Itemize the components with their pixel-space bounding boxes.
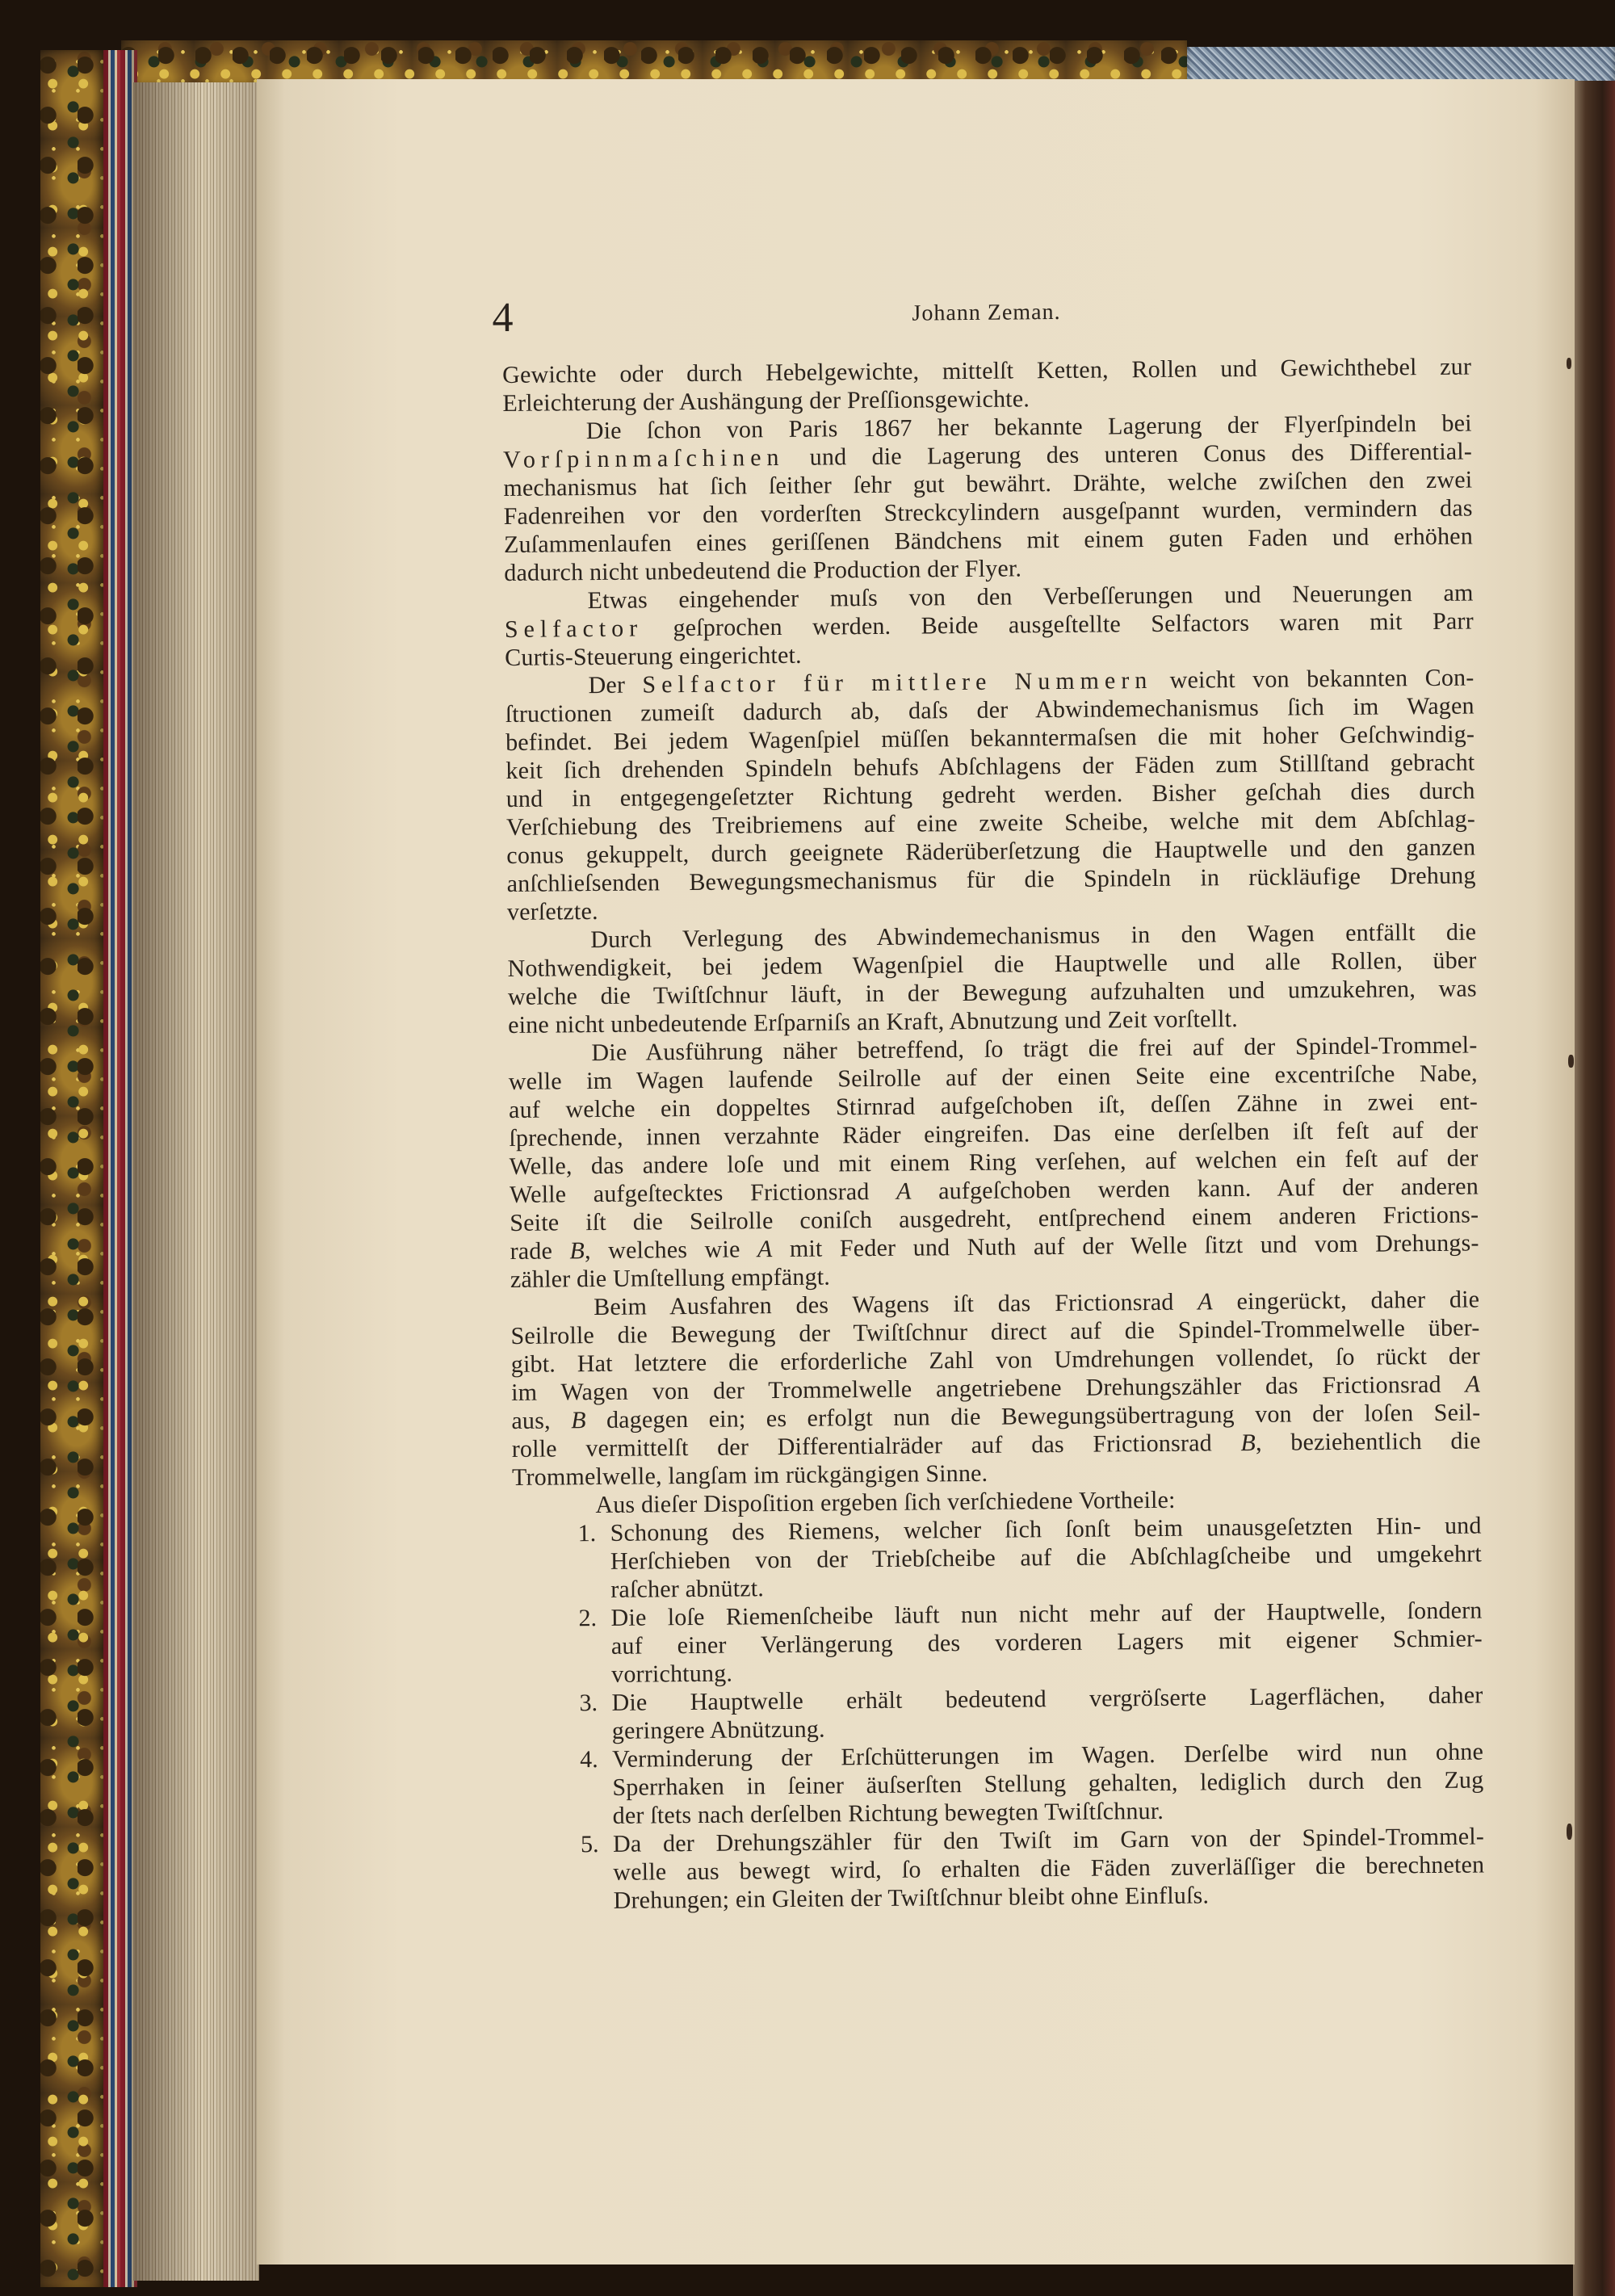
- text-line: zähler die Umſtellung empfängt.: [510, 1263, 831, 1293]
- text-run: , beziehentlich die: [1255, 1427, 1481, 1456]
- text-line: ſprechende, innen verzahnte Räder eingreifen. Das eine derſelben iſt feſt auf der: [509, 1116, 1479, 1152]
- text-line: Herſchieben von der Triebſcheibe auf die Abſchlagſcheibe und umgekehrt: [610, 1540, 1483, 1575]
- text-line: Die Ausführung näher betreffend, ſo trägt die frei auf der Spindel-Trommel-: [591, 1031, 1478, 1067]
- spaced-emphasis: Selfactor: [504, 615, 644, 643]
- list-item-text: [610, 1511, 1483, 1603]
- text-line: anſchlieſsenden Bewegungsmechanismus für die Spindeln in rückläufige Drehung: [506, 862, 1476, 897]
- paragraph: [502, 353, 1472, 418]
- list-item: [515, 1822, 1485, 1915]
- text-line: Seite iſt die Seilrolle coniſch ausgedreht, entſprechend einem anderen Frictions-: [510, 1201, 1479, 1236]
- italic-symbol: B: [1240, 1429, 1256, 1457]
- text-line: Verſchiebung des Treibriemens auf eine zweite Scheibe, welche mit dem Abſchlag-: [505, 805, 1476, 841]
- text-line: Verminderung der Erſchütterungen im Wagen. Derſelbe wird nun ohne: [611, 1738, 1484, 1773]
- list-item-text: [610, 1596, 1483, 1688]
- paragraph: [507, 918, 1477, 1039]
- page-number: 4: [492, 294, 514, 342]
- text-line: Die loſe Riemenſcheibe läuft nun nicht mehr auf der Hauptwelle, ſondern: [610, 1597, 1483, 1631]
- list-item-text: [613, 1822, 1485, 1914]
- spaced-emphasis: Selfactor für mittlere Nummern: [642, 666, 1153, 699]
- text-line: Trommelwelle, langſam im rückgängigen Sinne.: [511, 1459, 988, 1491]
- text-line: Zuſammenlaufen eines geriſſenen Bändchens mit einem guten Faden und erhöhen: [503, 523, 1474, 558]
- text-line: welche die Twiſtſchnur läuft, in der Bewegung aufzuhalten und umzukehren, was: [507, 975, 1477, 1010]
- page-content: [254, 69, 1592, 2266]
- text-run: aus,: [511, 1407, 572, 1434]
- italic-symbol: A: [1465, 1370, 1481, 1398]
- text-line: welle im Wagen laufende Seilrolle auf der einen Seite eine excentriſche Nabe,: [508, 1060, 1478, 1095]
- text-line: mechanismus hat ſich ſeither ſehr gut bewährt. Drähte, welche zwiſchen den zwei: [503, 466, 1473, 502]
- text-line: dadurch nicht unbedeutend die Production der Flyer.: [504, 555, 1022, 586]
- list-item: [514, 1681, 1483, 1745]
- list-number: 5.: [580, 1831, 599, 1858]
- text-line: Seilrolle die Bewegung der Twiſtſchnur direct auf die Spindel-Trommelwelle über-: [510, 1314, 1480, 1349]
- text-line: verſetzte.: [506, 897, 598, 926]
- spaced-emphasis: Vorſpinnmaſchinen: [502, 443, 785, 473]
- paragraph: [508, 1030, 1479, 1293]
- text-run: rolle vermittelſt der Differentialräder auf das Frictionsrad: [511, 1429, 1241, 1463]
- text-line: Sperrhaken in ſeiner äuſserſten Stellung gehalten, lediglich durch den Zug: [612, 1766, 1484, 1801]
- text-line: Etwas eingehender muſs von den Verbeſſerungen und Neuerungen am: [587, 579, 1474, 615]
- list-number: 2.: [578, 1605, 598, 1632]
- italic-symbol: A: [757, 1236, 773, 1263]
- text-run: weicht von bekannten Con-: [1152, 664, 1474, 694]
- book-page: [257, 79, 1575, 2265]
- page-stack-edges: [133, 82, 259, 2281]
- paragraph: [505, 664, 1476, 926]
- marbled-cover-edge-stripes: [103, 50, 137, 2287]
- text-line: raſcher abnützt.: [610, 1575, 765, 1603]
- text-line: und in entgegengeſetzter Richtung gedreht werden. Bisher geſchah dies durch: [505, 777, 1475, 812]
- text-line: keit ſich drehenden Spindeln behufs Abſchlagens der Fäden zum Stillſtand gebracht: [505, 749, 1475, 784]
- text-line: Nothwendigkeit, bei jedem Wagenſpiel die Hauptwelle und alle Rollen, über: [507, 947, 1477, 982]
- text-line: auf einer Verlängerung des vorderen Lagers mit eigener Schmier-: [610, 1625, 1483, 1660]
- text-line: Drehungen; ein Gleiten der Twiſtſchnur bleibt ohne Einfluſs.: [613, 1882, 1210, 1914]
- text-line: Da der Drehungszähler für den Twiſt im Garn von der Spindel-Trommel-: [612, 1823, 1485, 1857]
- marbled-cover-board: [40, 50, 105, 2287]
- text-run: eingerückt, daher die: [1212, 1286, 1480, 1316]
- text-run: geſprochen werden. Beide ausgeſtellte Selfactors waren mit Parr: [643, 607, 1474, 642]
- text-run: im Wagen von der Trommelwelle angetriebene Drehungszähler das Frictionsrad: [511, 1370, 1466, 1406]
- list-number: 1.: [577, 1520, 597, 1547]
- text-line: welle aus bewegt wird, ſo erhalten die Fäden zuverläſſiger die berechneten: [613, 1851, 1485, 1886]
- text-line: auf welche ein doppeltes Stirnrad aufgeſchoben iſt, deſſen Zähne in zwei ent-: [508, 1088, 1479, 1123]
- text-line: gibt. Hat letztere die erforderliche Zahl von Umdrehungen vollendet, ſo rückt der: [510, 1342, 1480, 1378]
- paragraph: [504, 579, 1474, 672]
- text-line: der ſtets nach derſelben Richtung bewegten Twiſtſchnur.: [612, 1797, 1164, 1829]
- text-line: Fadenreihen vor den vorderſten Streckcylindern ausgeſpannt wurden, vermindern das: [503, 494, 1473, 530]
- text-run: aufgeſchoben werden kann. Auf der anderen: [911, 1173, 1479, 1205]
- italic-symbol: A: [1198, 1288, 1213, 1316]
- list-item: [513, 1511, 1483, 1604]
- text-line: Curtis-Steuerung eingerichtet.: [505, 641, 802, 671]
- numbered-list: [513, 1511, 1485, 1915]
- italic-symbol: A: [896, 1177, 912, 1205]
- text-run: und die Lagerung des unteren Conus des Differential-: [784, 438, 1473, 471]
- list-item: [513, 1596, 1483, 1689]
- paragraph: [510, 1285, 1481, 1491]
- text-line: Durch Verlegung des Abwindemechanismus in den Wagen entfällt die: [590, 918, 1477, 954]
- text-line: Die Hauptwelle erhält bedeutend vergröſserte Lagerflächen, daher: [611, 1681, 1483, 1716]
- text-run: Beim Ausfahren des Wagens iſt das Frictionsrad: [594, 1288, 1198, 1321]
- italic-symbol: B: [569, 1237, 585, 1265]
- list-item-text: [611, 1681, 1483, 1744]
- text-run: mit Feder und Nuth auf der Welle ſitzt und vom Drehungs-: [772, 1229, 1479, 1263]
- text-line: Welle, das andere loſe und mit einem Ring verſehen, auf welchen ein feſt auf der: [509, 1144, 1479, 1180]
- text-line: Schonung des Riemens, welcher ſich ſonſt beim unausgeſetzten Hin- und: [610, 1512, 1482, 1547]
- text-line: eine nicht unbedeutende Erſparniſs an Kraft, Abnutzung und Zeit vorſtellt.: [508, 1005, 1239, 1039]
- text-line: vorrichtung.: [611, 1660, 733, 1688]
- text-run: Der: [588, 671, 643, 699]
- paragraph: [503, 409, 1474, 587]
- text-run: Welle aufgeſtecktes Frictionsrad: [509, 1177, 897, 1208]
- text-line: Die ſchon von Paris 1867 her bekannte Lagerung der Flyerſpindeln bei: [585, 409, 1472, 445]
- list-item: [514, 1737, 1484, 1830]
- italic-symbol: B: [570, 1407, 586, 1434]
- text-line: Gewichte oder durch Hebelgewichte, mittelſt Ketten, Rollen und Gewichthebel zur: [502, 353, 1472, 388]
- text-line: conus gekuppelt, durch geeignete Räderüberſetzung die Hauptwelle und den ganzen: [506, 833, 1476, 869]
- text-line: befindet. Bei jedem Wagenſpiel müſſen bekanntermaſsen die mit hoher Geſchwindig-: [505, 720, 1475, 756]
- text-line: Aus dieſer Dispoſition ergeben ſich verſchiedene Vortheile:: [595, 1486, 1176, 1519]
- text-line: ſtructionen zumeiſt dadurch ab, daſs der Abwindemechanismus ſich im Wagen: [505, 692, 1474, 728]
- text-line: Erleichterung der Aushängung der Preſſionsgewichte.: [502, 385, 1030, 417]
- list-item-text: [612, 1737, 1484, 1829]
- text-line: geringere Abnützung.: [611, 1715, 825, 1744]
- list-number: 3.: [579, 1689, 598, 1717]
- body-text: [502, 353, 1485, 1916]
- list-number: 4.: [579, 1746, 598, 1773]
- running-head-author: Johann Zeman.: [912, 299, 1061, 326]
- text-run: dagegen ein; es erfolgt nun die Bewegungsübertragung von der loſen Seil-: [585, 1399, 1481, 1434]
- text-run: , welches wie: [584, 1236, 758, 1265]
- text-run: rade: [510, 1237, 570, 1265]
